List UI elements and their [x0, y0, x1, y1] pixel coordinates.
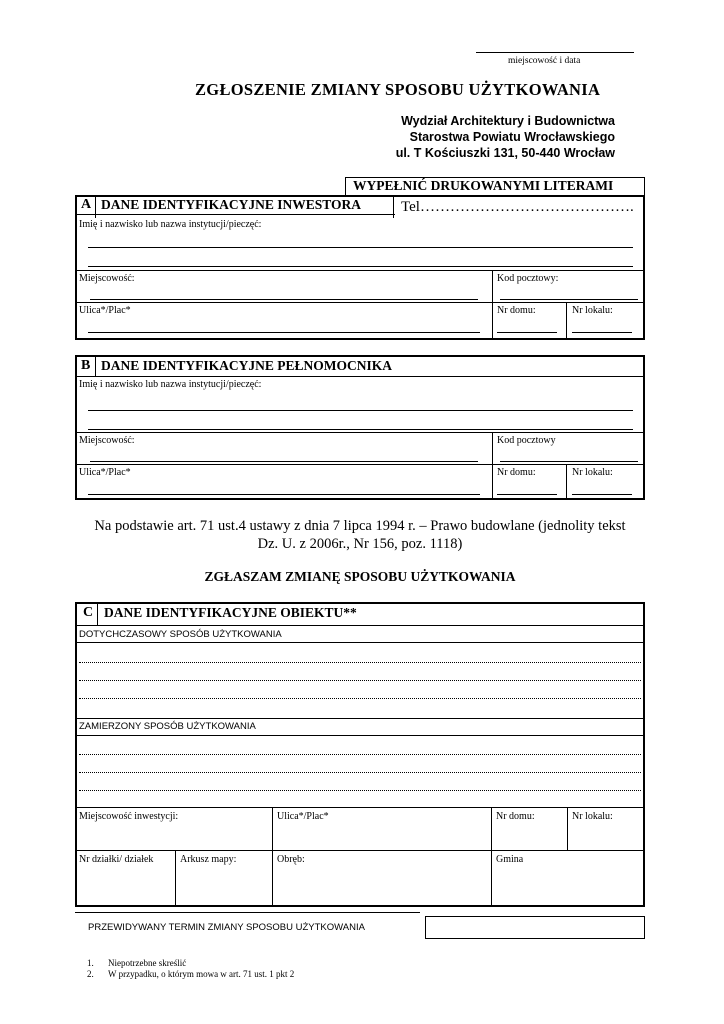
inv-street-label: Ulica*/Plac* — [277, 811, 329, 822]
investor-name-line-1[interactable] — [88, 247, 633, 248]
inv-house-label: Nr domu: — [496, 811, 535, 822]
place-date-line[interactable] — [476, 52, 634, 53]
investor-city-line[interactable] — [90, 299, 478, 300]
inv-flat-label: Nr lokalu: — [572, 811, 613, 822]
section-c-title: DANE IDENTYFIKACYJNE OBIEKTU** — [104, 605, 357, 620]
current-use-line-2[interactable] — [79, 680, 641, 681]
place-date-label: miejscowość i data — [508, 56, 581, 66]
office-line-3: ul. T Kościuszki 131, 50-440 Wrocław — [395, 146, 615, 160]
investor-city-label: Miejscowość: — [79, 273, 135, 284]
investor-flat-label: Nr lokalu: — [572, 305, 613, 316]
planned-term-label: PRZEWIDYWANY TERMIN ZMIANY SPOSOBU UŻYTKOWANIA — [88, 922, 365, 933]
investor-name-label: Imię i nazwisko lub nazwa instytucji/pieczęć: — [79, 219, 262, 230]
office-line-2: Starostwa Powiatu Wrocławskiego — [409, 130, 615, 144]
planned-use-line-1[interactable] — [79, 754, 641, 755]
current-use-line-1[interactable] — [79, 662, 641, 663]
proxy-street-label: Ulica*/Plac* — [79, 467, 131, 478]
section-b-letter: B — [81, 358, 91, 373]
current-use-label: DOTYCHCZASOWY SPOSÓB UŻYTKOWANIA — [79, 629, 282, 640]
proxy-house-line[interactable] — [497, 494, 557, 495]
planned-use-line-2[interactable] — [79, 772, 641, 773]
investor-postal-label: Kod pocztowy: — [497, 273, 559, 284]
proxy-name-line-2[interactable] — [88, 429, 633, 430]
legal-basis — [60, 517, 660, 553]
form-title: ZGŁOSZENIE ZMIANY SPOSOBU UŻYTKOWANIA — [195, 80, 601, 99]
proxy-postal-label: Kod pocztowy — [497, 435, 556, 446]
proxy-street-line[interactable] — [88, 494, 480, 495]
commune-label: Gmina — [496, 854, 524, 865]
proxy-flat-label: Nr lokalu: — [572, 467, 613, 478]
current-use-line-3[interactable] — [79, 698, 641, 699]
section-b-title: DANE IDENTYFIKACYJNE PEŁNOMOCNIKA — [101, 358, 393, 373]
proxy-flat-line[interactable] — [572, 494, 632, 495]
inv-city-label: Miejscowość inwestycji: — [79, 811, 179, 822]
proxy-name-line-1[interactable] — [88, 410, 633, 411]
investor-house-label: Nr domu: — [497, 305, 536, 316]
proxy-name-label: Imię i nazwisko lub nazwa instytucji/pieczęć: — [79, 379, 262, 390]
investor-name-line-2[interactable] — [88, 266, 633, 267]
declaration-heading: ZGŁASZAM ZMIANĘ SPOSOBU UŻYTKOWANIA — [204, 569, 516, 584]
fill-notice: WYPEŁNIĆ DRUKOWANYMI LITERAMI — [353, 178, 614, 193]
investor-street-line[interactable] — [88, 332, 480, 333]
office-address — [370, 113, 615, 161]
legal-basis-line-2: Dz. U. z 2006r., Nr 156, poz. 1118) — [257, 536, 463, 552]
section-a-letter: A — [81, 197, 92, 212]
footnote-2-num: 2. — [87, 969, 94, 979]
investor-house-line[interactable] — [497, 332, 557, 333]
section-a — [75, 195, 645, 340]
footnote-1-num: 1. — [87, 958, 94, 968]
tel-field[interactable]: Tel……………………………………. — [401, 199, 634, 215]
office-line-1: Wydział Architektury i Budownictwa — [401, 114, 615, 128]
plot-label: Nr działki/ działek — [79, 854, 154, 865]
map-sheet-label: Arkusz mapy: — [180, 854, 237, 865]
proxy-city-line[interactable] — [90, 461, 478, 462]
planned-use-label: ZAMIERZONY SPOSÓB UŻYTKOWANIA — [79, 721, 256, 732]
planned-term-field[interactable] — [425, 916, 645, 939]
investor-street-label: Ulica*/Plac* — [79, 305, 131, 316]
investor-postal-line[interactable] — [500, 299, 638, 300]
proxy-postal-line[interactable] — [500, 461, 638, 462]
legal-basis-line-1: Na podstawie art. 71 ust.4 ustawy z dnia 7 lipca 1994 r. – Prawo budowlane (jednolity tekst — [94, 518, 626, 534]
section-c-letter: C — [83, 605, 94, 620]
proxy-city-label: Miejscowość: — [79, 435, 135, 446]
investor-flat-line[interactable] — [572, 332, 632, 333]
planned-use-line-3[interactable] — [79, 790, 641, 791]
proxy-house-label: Nr domu: — [497, 467, 536, 478]
footnote-2-text: W przypadku, o którym mowa w art. 71 ust. 1 pkt 2 — [108, 969, 295, 979]
footnote-1-text: Niepotrzebne skreślić — [108, 958, 187, 968]
section-a-title: DANE IDENTYFIKACYJNE INWESTORA — [101, 197, 362, 212]
precinct-label: Obręb: — [277, 854, 305, 865]
